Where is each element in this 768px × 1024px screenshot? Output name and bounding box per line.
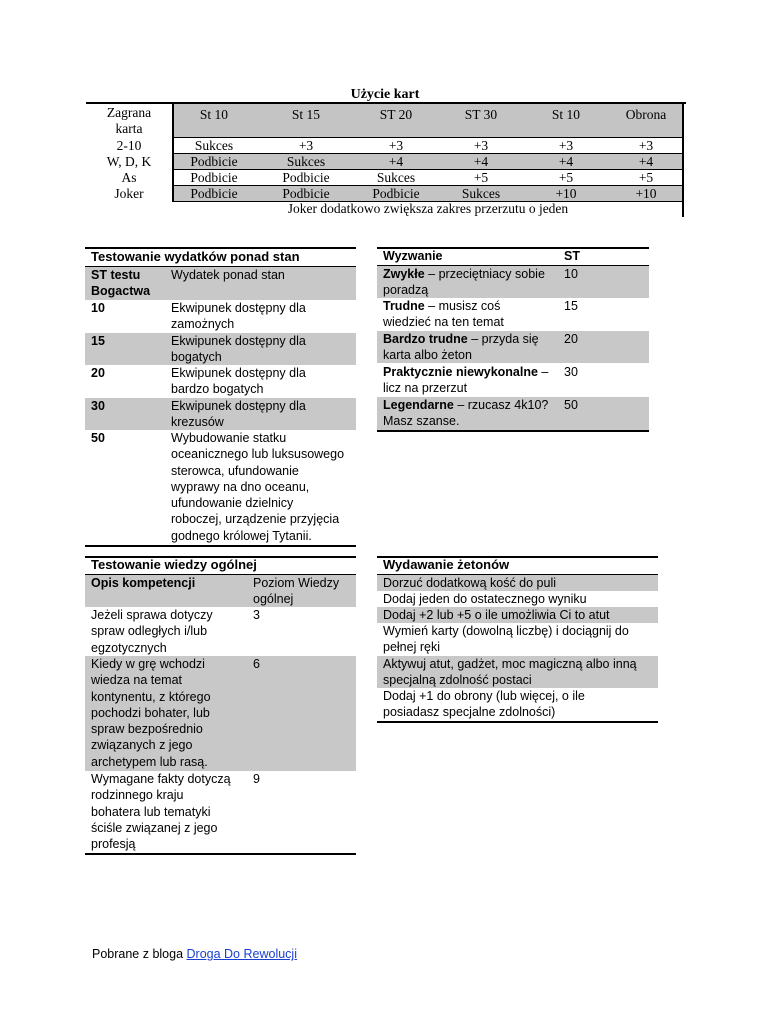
desc-line: rodzinnego kraju — [91, 788, 184, 803]
challenge-desc-line: Masz szanse. — [383, 414, 460, 429]
wealth-st: 30 — [91, 399, 105, 413]
cell: Podbicie — [190, 186, 238, 201]
header-line: Poziom Wiedzy — [253, 576, 340, 590]
header-line: ST testu — [91, 268, 141, 282]
knowledge-col2-header — [253, 575, 339, 608]
desc-line: ufundowanie dzielnicy — [171, 496, 294, 511]
cards-table-col-header: St 10 — [199, 107, 229, 122]
challenge-name: Bardzo trudne — [383, 332, 468, 346]
cell: Podbicie — [372, 186, 420, 201]
challenge-st: 50 — [564, 398, 578, 412]
knowledge-table-title: Testowanie wiedzy ogólnej — [91, 557, 257, 572]
cards-table-header-label — [86, 105, 172, 137]
challenge-desc-text: – przyda się — [467, 332, 539, 346]
desc-line: Jeżeli sprawa dotyczy — [91, 608, 213, 622]
cell: Podbicie — [190, 170, 238, 185]
token-line: Dodaj +1 do obrony (lub więcej, o ile — [383, 689, 585, 703]
tokens-table — [377, 556, 659, 726]
cell: +3 — [558, 138, 574, 153]
token-option: Dorzuć dodatkową kość do puli — [383, 576, 557, 590]
desc-line: Ekwipunek dostępny dla — [171, 301, 306, 315]
challenge-desc-text: – rzucasz 4k10? — [453, 398, 549, 412]
wealth-table-col2-header: Wydatek ponad stan — [171, 268, 285, 282]
cell: +4 — [388, 154, 404, 169]
row-label: As — [121, 170, 137, 185]
cell: Podbicie — [282, 170, 330, 185]
desc-line: wyprawy na dno oceanu, — [171, 479, 310, 494]
desc-line: archetypem lub rasą. — [91, 754, 208, 769]
challenge-col2-header: ST — [564, 249, 580, 263]
cards-table-col-header: St 10 — [551, 107, 581, 122]
challenge-desc-text: – musisz coś — [424, 299, 501, 313]
desc-line: egzotycznych — [91, 640, 167, 655]
token-option: Dodaj jeden do ostatecznego wyniku — [383, 592, 587, 606]
cell: Sukces — [376, 170, 416, 185]
cell: +5 — [558, 170, 574, 185]
wealth-desc — [171, 430, 344, 544]
challenge-table-bottom-rule — [377, 430, 649, 432]
challenge-desc-line: licz na przerzut — [383, 381, 468, 396]
cell: +5 — [473, 170, 489, 185]
knowledge-level: 9 — [253, 772, 260, 786]
challenge-desc — [383, 298, 504, 331]
header-line: Bogactwa — [91, 284, 151, 299]
token-line: Wymień karty (dowolną liczbę) i dociągnij do — [383, 624, 629, 638]
wealth-table-title: Testowanie wydatków ponad stan — [91, 249, 300, 264]
challenge-desc — [383, 364, 548, 397]
desc-line: wiedza na temat — [91, 673, 183, 688]
cards-table-col-header: ST 30 — [464, 107, 498, 122]
desc-line: krezusów — [171, 415, 224, 430]
token-option: Dodaj +2 lub +5 o ile umożliwia Ci to atut — [383, 608, 610, 622]
cell: +4 — [473, 154, 489, 169]
wealth-st: 15 — [91, 334, 105, 348]
cell: Podbicie — [190, 154, 238, 169]
token-option — [383, 623, 629, 656]
desc-line: spraw odległych i/lub — [91, 624, 208, 639]
cards-table-col-header: St 15 — [291, 107, 321, 122]
desc-line: oceanicznego lub luksusowego — [171, 447, 345, 462]
wealth-st: 20 — [91, 366, 105, 380]
challenge-st: 30 — [564, 365, 578, 379]
desc-line: spraw bezpośrednio — [91, 722, 203, 737]
wealth-table-bottom-rule — [85, 545, 356, 547]
challenge-name: Legendarne — [383, 398, 454, 412]
desc-line: pochodzi bohater, lub — [91, 705, 210, 720]
row-label: 2-10 — [116, 138, 142, 153]
knowledge-desc — [91, 656, 211, 770]
challenge-st: 15 — [564, 299, 578, 313]
knowledge-level: 6 — [253, 657, 260, 671]
desc-line: Ekwipunek dostępny dla — [171, 399, 306, 413]
cell: +10 — [555, 186, 577, 201]
token-line: Aktywuj atut, gadżet, moc magiczną albo inną — [383, 657, 637, 671]
cards-table-note: Joker dodatkowo zwiększa zakres przerzutu o jeden — [287, 201, 569, 216]
desc-line: Ekwipunek dostępny dla — [171, 366, 306, 380]
challenge-name: Trudne — [383, 299, 425, 313]
challenge-desc — [383, 331, 539, 364]
cards-table-row — [86, 186, 684, 202]
cell: +4 — [638, 154, 654, 169]
desc-line: zamożnych — [171, 317, 235, 332]
blog-link[interactable]: Droga Do Rewolucji — [186, 947, 297, 961]
cell: +10 — [635, 186, 657, 201]
challenge-col1-header: Wyzwanie — [383, 249, 443, 263]
row-label: Joker — [114, 186, 144, 201]
cards-table — [86, 102, 686, 217]
challenge-st: 10 — [564, 267, 578, 281]
desc-line: bogatych — [171, 350, 222, 365]
tokens-table-title: Wydawanie żetonów — [383, 557, 510, 572]
footer-prefix: Pobrane z bloga — [92, 947, 187, 961]
wealth-desc — [171, 333, 306, 366]
header-line: ogólnej — [253, 592, 294, 607]
cards-table-row — [86, 170, 684, 186]
knowledge-desc — [91, 607, 213, 656]
desc-line: profesją — [91, 837, 136, 852]
cards-table-header-label-line: karta — [115, 121, 143, 136]
token-line: posiadasz specjalne zdolności) — [383, 705, 556, 720]
cards-table-header-label-line: Zagrana — [106, 105, 152, 120]
cell: +5 — [638, 170, 654, 185]
cards-table-col-header: Obrona — [625, 107, 667, 122]
cell: +3 — [388, 138, 404, 153]
desc-line: Wybudowanie statku — [171, 431, 287, 445]
desc-line: sterowca, ufundowanie — [171, 463, 299, 478]
desc-line: Kiedy w grę wchodzi — [91, 657, 205, 671]
challenge-desc — [383, 266, 545, 299]
desc-line: bardzo bogatych — [171, 382, 264, 397]
desc-line: Ekwipunek dostępny dla — [171, 334, 306, 348]
wealth-desc — [171, 398, 306, 431]
cell: +3 — [638, 138, 654, 153]
challenge-desc — [383, 397, 548, 430]
cards-table-row — [86, 154, 684, 170]
desc-line: Wymagane fakty dotyczą — [91, 772, 231, 786]
row-label: W, D, K — [106, 154, 152, 169]
token-option — [383, 656, 637, 689]
tokens-table-bottom-rule — [377, 721, 658, 723]
knowledge-col1-header: Opis kompetencji — [91, 576, 196, 590]
token-option — [383, 688, 585, 721]
challenge-st: 20 — [564, 332, 578, 346]
cards-table-col-header: ST 20 — [379, 107, 413, 122]
knowledge-level: 3 — [253, 608, 260, 622]
challenge-desc-line: karta albo żeton — [383, 348, 472, 363]
challenge-name: Praktycznie niewykonalne — [383, 365, 538, 379]
cell: Sukces — [194, 138, 234, 153]
desc-line: kontynentu, z którego — [91, 689, 211, 704]
knowledge-table-bottom-rule — [85, 853, 356, 855]
challenge-desc-line: poradzą — [383, 283, 429, 298]
wealth-desc — [171, 365, 306, 398]
desc-line: roboczej, urządzenie przyjęcia — [171, 512, 340, 527]
cell: Sukces — [286, 154, 326, 169]
wealth-table-col1-header — [91, 267, 150, 300]
challenge-desc-text: – — [537, 365, 549, 379]
cell: Podbicie — [282, 186, 330, 201]
challenge-desc-line: wiedzieć na ten temat — [383, 315, 504, 330]
cards-table-title: Użycie kart — [350, 87, 420, 102]
desc-line: ściśle związanej z jego — [91, 820, 218, 835]
footer — [92, 947, 297, 961]
challenge-desc-text: – przeciętniacy sobie — [424, 267, 545, 281]
token-line: specjalną zdolność postaci — [383, 673, 532, 688]
challenge-name: Zwykłe — [383, 267, 425, 281]
challenge-table — [377, 247, 650, 433]
wealth-table — [85, 247, 357, 547]
knowledge-table — [85, 556, 357, 856]
wealth-st: 50 — [91, 431, 105, 445]
cell: +3 — [473, 138, 489, 153]
cell: +4 — [558, 154, 574, 169]
wealth-desc — [171, 300, 306, 333]
cell: +3 — [298, 138, 314, 153]
wealth-st: 10 — [91, 301, 105, 315]
desc-line: związanych z jego — [91, 738, 193, 753]
token-line: pełnej ręki — [383, 640, 440, 655]
knowledge-desc — [91, 771, 231, 852]
desc-line: godnego królowej Tytanii. — [171, 528, 312, 543]
cards-table-row — [86, 138, 684, 154]
cell: Sukces — [461, 186, 501, 201]
desc-line: bohatera lub tematyki — [91, 804, 211, 819]
